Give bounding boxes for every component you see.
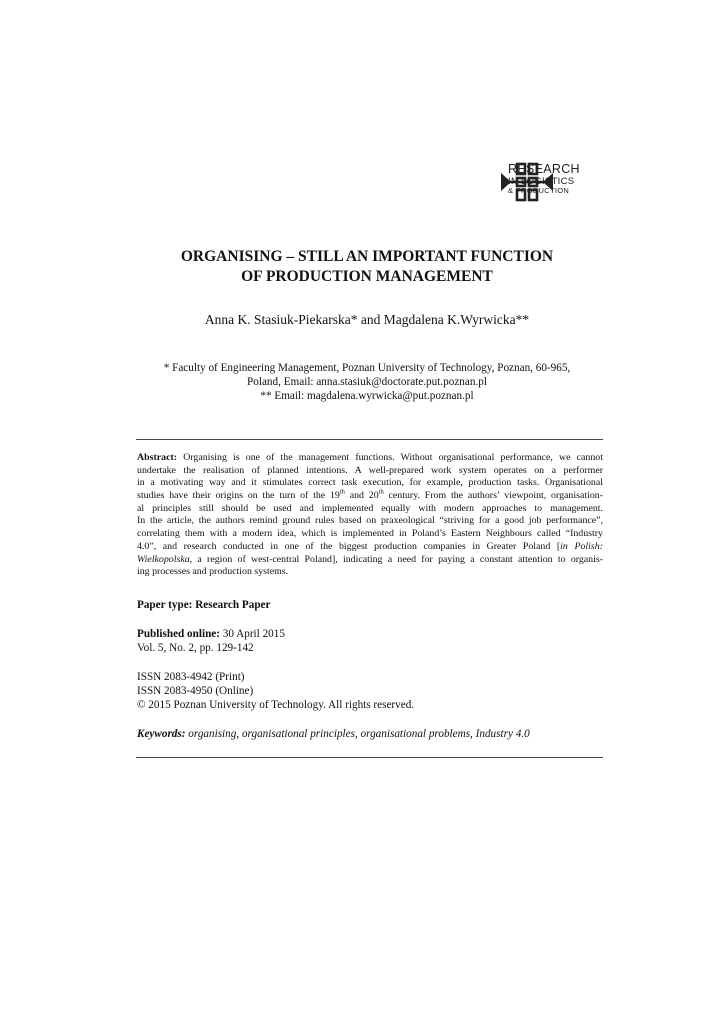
published-date: 30 April 2015 (220, 628, 285, 640)
abstract-line: undertake the realisation of planned intentions. A well-prepared work system operates on a performer (137, 464, 603, 476)
issn-print: ISSN 2083-4942 (Print) (137, 671, 245, 683)
abstract-line: In the article, the authors remind ground rules based on praxeological “striving for a good job performance”, (137, 515, 603, 527)
issn-online: ISSN 2083-4950 (Online) (137, 685, 254, 697)
paper-type: Paper type: Research Paper (137, 599, 271, 611)
abstract (137, 452, 603, 579)
abstract-line: correlating them with a modern idea, which is implemented in Poland’s Eastern Neighbours called “Industry (137, 528, 603, 540)
authors: Anna K. Stasiuk-Piekarska* and Magdalena K.Wyrwicka** (204, 312, 530, 327)
journal-logo-text (508, 163, 580, 195)
logo-line-production: & PRODUCTION (508, 186, 570, 195)
divider-top (136, 439, 603, 440)
abstract-line: Wielkopolska, a region of west-central Poland], indicating a need for paying a constant attention to organis- (137, 553, 603, 565)
keywords (137, 727, 530, 741)
logo-line-research: RESEARCH (508, 162, 580, 176)
paper-title-line-1: ORGANISING – STILL AN IMPORTANT FUNCTION (180, 248, 554, 265)
abstract-line: studies have their origins on the turn of the 19th and 20th century. From the authors’ viewpoint, organisation- (137, 488, 603, 502)
published-online (137, 627, 285, 641)
copyright: © 2015 Poznan University of Technology. All rights reserved. (137, 699, 415, 711)
volume-info: Vol. 5, No. 2, pp. 129-142 (137, 642, 254, 654)
abstract-line: al principles still should be used and implemented equally with modern approaches to management. (137, 502, 603, 514)
abstract-label: Abstract: (137, 452, 178, 463)
paper-title-line-2: OF PRODUCTION MANAGEMENT (241, 268, 493, 285)
keywords-text: organising, organisational principles, organisational problems, Industry 4.0 (185, 728, 530, 740)
keywords-label: Keywords: (137, 728, 186, 740)
affiliation-line-2: Poland, Email: anna.stasiuk@doctorate.put.poznan.pl (247, 376, 487, 388)
affiliation-line-3: ** Email: magdalena.wyrwicka@put.poznan.pl (260, 390, 474, 402)
affiliation-line-1: * Faculty of Engineering Management, Poznan University of Technology, Poznan, 60-965, (163, 362, 571, 374)
abstract-line: ing processes and production systems. (137, 566, 289, 578)
published-label: Published online: (137, 628, 220, 640)
divider-bottom (136, 757, 603, 758)
abstract-line: in a motivating way and it stimulates correct task execution, for example, production tasks. Organisational (137, 477, 603, 489)
logo-line-in-logistics: IN LOGISTICS (508, 175, 575, 187)
abstract-line: 4.0”, and research conducted in one of the biggest production companies in Greater Poland [in Polish: (137, 540, 603, 552)
abstract-line: Abstract: Organising is one of the management functions. Without organisational performance, we cannot (137, 452, 603, 463)
